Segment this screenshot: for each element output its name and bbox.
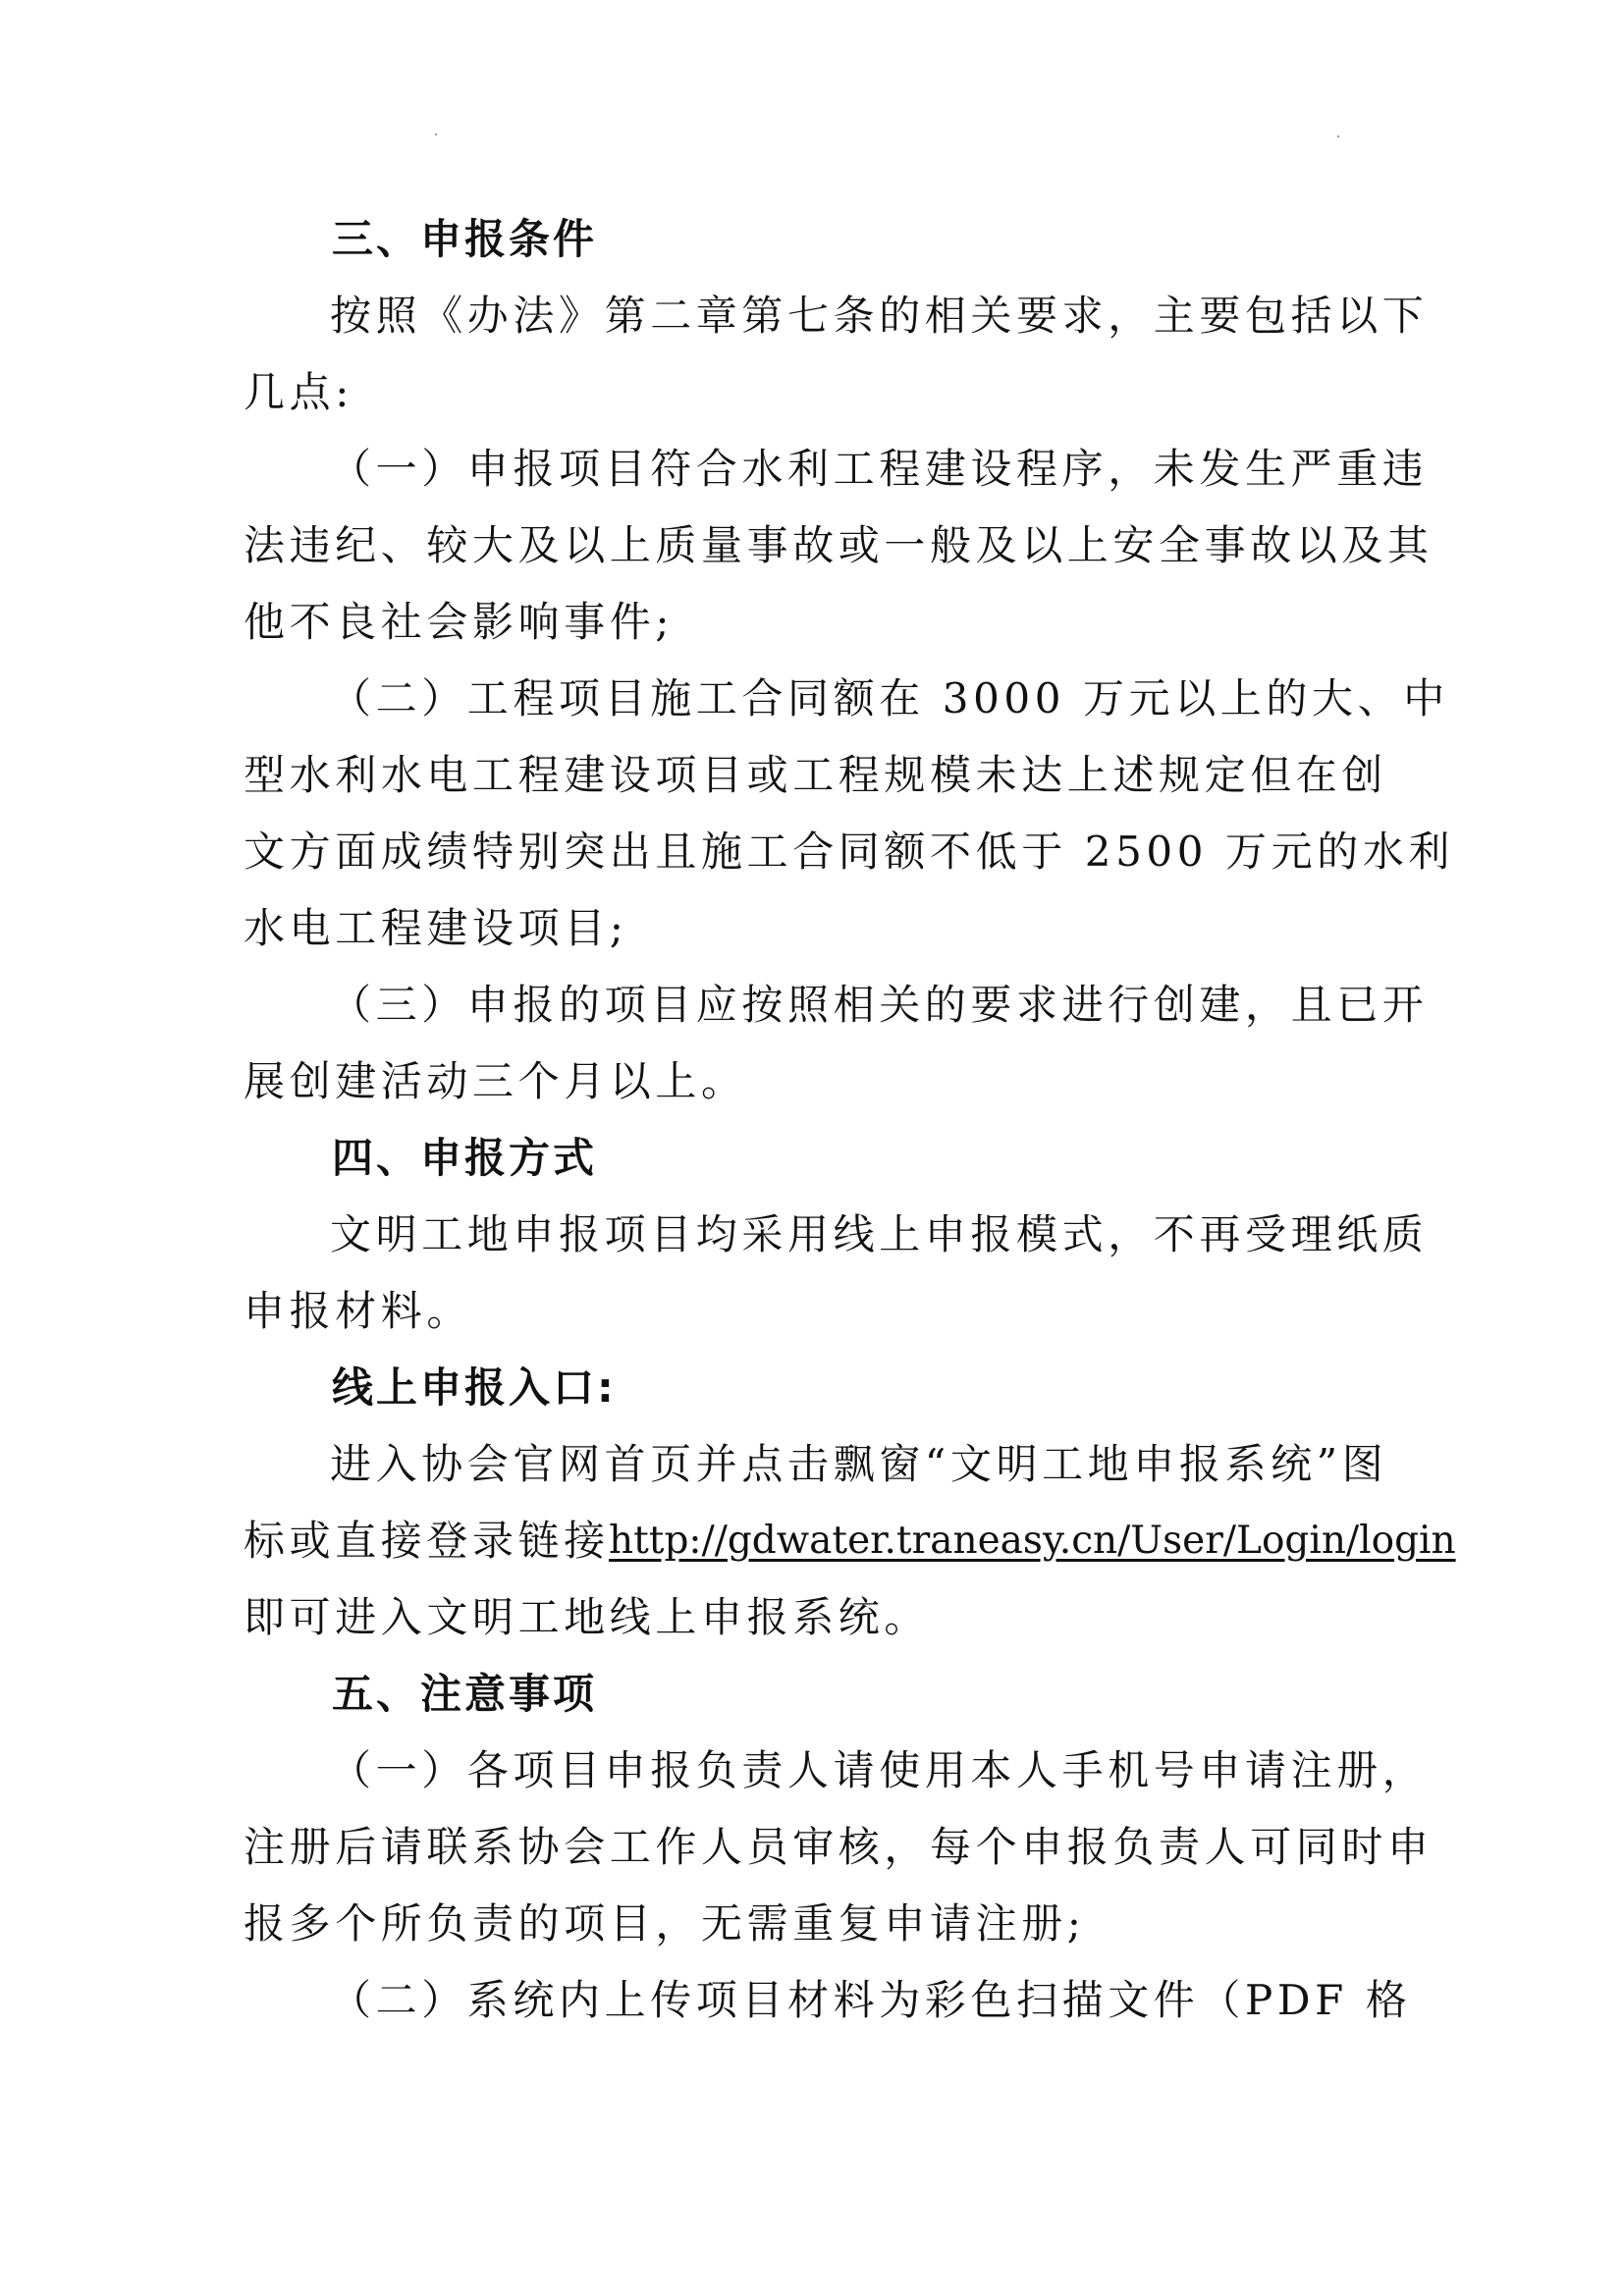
section-heading-4: 四、申报方式 bbox=[332, 1134, 598, 1182]
paragraph-line: 文明工地申报项目均采用线上申报模式，不再受理纸质 bbox=[330, 1210, 1429, 1258]
paragraph-line: 他不良社会影响事件; bbox=[243, 598, 675, 646]
scan-speck bbox=[1337, 135, 1339, 137]
section-heading-3: 三、申报条件 bbox=[332, 215, 598, 263]
login-link[interactable]: http://gdwater.traneasy.cn/User/Login/login bbox=[609, 1519, 1456, 1563]
paragraph-line: 标或直接登录链接 bbox=[243, 1517, 610, 1565]
paragraph-line: （二）工程项目施工合同额在 3000 万元以上的大、中 bbox=[330, 674, 1449, 722]
paragraph-line: 按照《办法》第二章第七条的相关要求，主要包括以下 bbox=[330, 292, 1429, 340]
paragraph-line: 即可进入文明工地线上申报系统。 bbox=[243, 1593, 931, 1641]
paragraph-line: （二）系统内上传项目材料为彩色扫描文件（PDF 格 bbox=[330, 1976, 1412, 2024]
paragraph-line: （一）各项目申报负责人请使用本人手机号申请注册， bbox=[330, 1746, 1429, 1794]
online-entry-heading: 线上申报入口: bbox=[332, 1363, 617, 1412]
paragraph-line: 文方面成绩特别突出且施工合同额不低于 2500 万元的水利 bbox=[243, 828, 1454, 876]
scan-speck bbox=[435, 133, 437, 135]
paragraph-line: （一）申报项目符合水利工程建设程序，未发生严重违 bbox=[330, 445, 1429, 493]
paragraph-line: 型水利水电工程建设项目或工程规模未达上述规定但在创 bbox=[243, 751, 1388, 799]
section-heading-5: 五、注意事项 bbox=[332, 1670, 598, 1718]
paragraph-line: （三）申报的项目应按照相关的要求进行创建，且已开 bbox=[330, 981, 1429, 1029]
paragraph-line: 报多个所负责的项目，无需重复申请注册; bbox=[243, 1899, 1086, 1948]
paragraph-line: 注册后请联系协会工作人员审核，每个申报负责人可同时申 bbox=[243, 1823, 1434, 1871]
paragraph-line: 展创建活动三个月以上。 bbox=[243, 1057, 747, 1105]
paragraph-line: 水电工程建设项目; bbox=[243, 904, 628, 952]
paragraph-line: 申报材料。 bbox=[243, 1287, 473, 1335]
paragraph-line: 进入协会官网首页并点击飘窗“文明工地申报系统”图 bbox=[330, 1440, 1388, 1488]
paragraph-line: 几点: bbox=[243, 368, 353, 416]
paragraph-line: 法违纪、较大及以上质量事故或一般及以上安全事故以及其 bbox=[243, 521, 1434, 569]
